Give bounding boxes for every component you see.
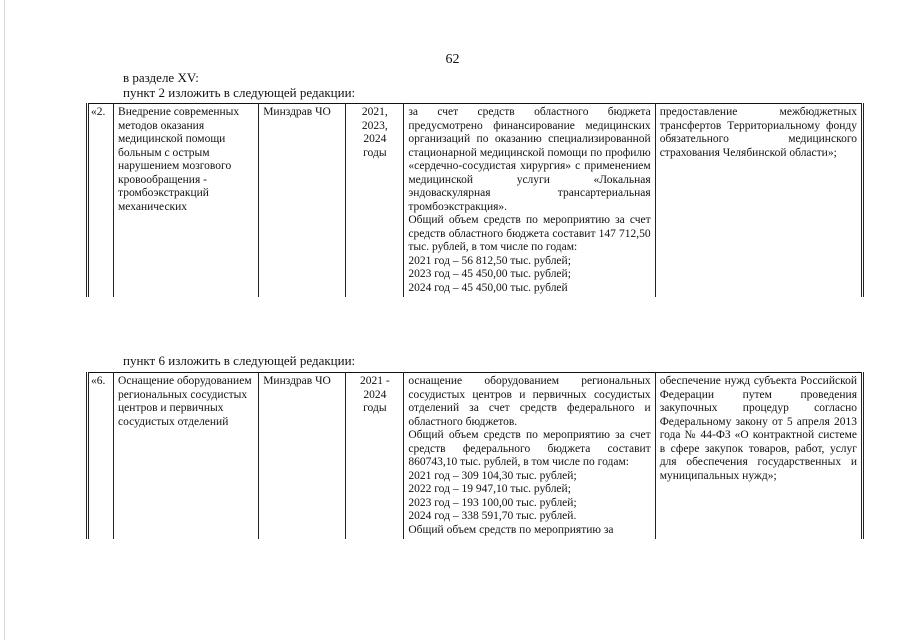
item-executor: Минздрав ЧО	[259, 373, 346, 540]
item-2-table	[86, 103, 864, 297]
table-row	[88, 104, 863, 298]
year-amount: 2021 год – 56 812,50 тыс. рублей;	[408, 254, 571, 267]
item-result: обеспечение нужд субъекта Российской Федерации путем проведения закупочных процедур согласно Федеральному закону от 5 апреля 2013 года № 44-ФЗ «О контрактной системе в сфере закупок товаров, работ, услуг для обеспечения государственных и муниципальных нужд»;	[655, 373, 862, 540]
item-years	[346, 104, 404, 298]
item-number: «2.	[88, 104, 114, 298]
item-number: «6.	[88, 373, 114, 540]
item-executor: Минздрав ЧО	[259, 104, 346, 298]
item-result: предоставление межбюджетных трансфертов Территориальному фонду обязательного медицинского страхования Челябинской области»;	[655, 104, 862, 298]
page-number: 62	[445, 52, 460, 67]
item-financing	[404, 373, 655, 540]
financing-text: за счет средств областного бюджета предусмотрено финансирование медицинских организаций по оказанию специализированной стационарной медицинской помощи по профилю «сердечно-сосудистая хирургия» с применением медицинской услуги «Локальная эндоваскулярная трансартериальная тромбоэкстракция».	[408, 106, 651, 213]
volume-text: Общий объем средств по мероприятию за счет средств федерального бюджета составит 860743,10 тыс. рублей, в том числе по годам:	[408, 429, 651, 468]
item-years	[346, 373, 404, 540]
year-line: 2023,	[361, 119, 388, 132]
item-name: Внедрение современных методов оказания медицинской помощи больным с острым нарушением мозгового кровообращения - тромбоэкстракций механических	[114, 104, 259, 298]
table-row	[88, 373, 863, 540]
volume-text: Общий объем средств по мероприятию за счет средств областного бюджета составит 147 712,50 тыс. рублей, в том числе по годам:	[408, 214, 651, 253]
year-line: 2021,	[361, 106, 388, 118]
year-amount: 2023 год – 45 450,00 тыс. рублей;	[408, 268, 571, 280]
year-line: 2021 -	[359, 375, 390, 387]
year-line: 2024	[363, 133, 387, 145]
year-line: годы	[363, 402, 387, 414]
year-line: 2024	[363, 388, 387, 401]
volume-text-continued: Общий объем средств по мероприятию за	[408, 523, 614, 536]
section-intro: в разделе XV:	[123, 70, 199, 85]
year-amount: 2024 год – 45 450,00 тыс. рублей	[408, 281, 568, 294]
item-6-table	[86, 372, 864, 539]
financing-text: оснащение оборудованием региональных сосудистых центров и первичных сосудистых отделений за счет средств федерального и областного бюджетов.	[408, 375, 651, 428]
year-line: годы	[363, 146, 387, 159]
year-amount: 2024 год – 338 591,70 тыс. рублей.	[408, 510, 577, 522]
page-edge-line	[4, 0, 5, 640]
item-6-instruction: пункт 6 изложить в следующей редакции:	[123, 353, 356, 368]
item-2-instruction: пункт 2 изложить в следующей редакции:	[123, 85, 356, 100]
year-amount: 2021 год – 309 104,30 тыс. рублей;	[408, 469, 577, 482]
item-name: Оснащение оборудованием региональных сосудистых центров и первичных сосудистых отделений	[114, 373, 259, 540]
year-amount: 2023 год – 193 100,00 тыс. рублей;	[408, 496, 577, 509]
year-amount: 2022 год – 19 947,10 тыс. рублей;	[408, 483, 571, 495]
item-financing	[404, 104, 655, 298]
